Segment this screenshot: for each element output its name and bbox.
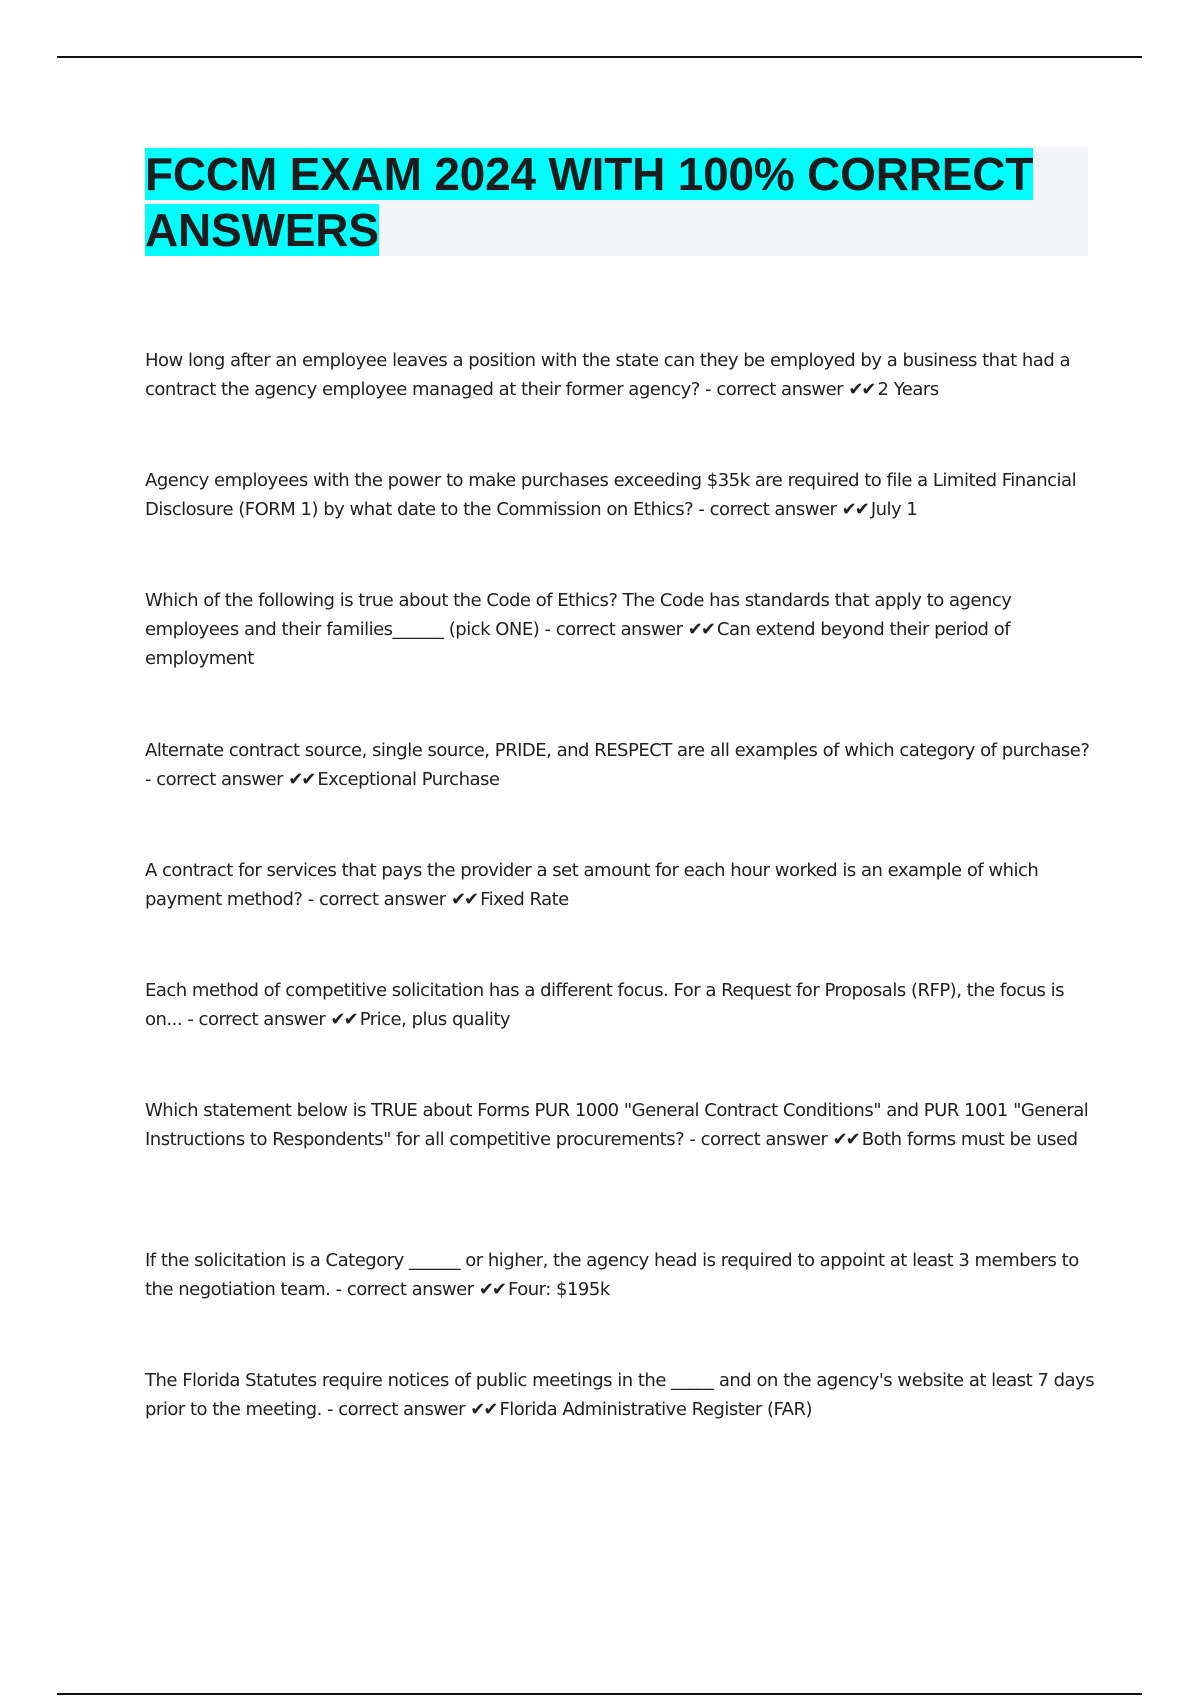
question-text: Agency employees with the power to make purchases exceeding $35k are required to file a Limited Financial Disclosure (FORM 1) by what date to the Commission on Ethics? <box>145 470 1077 520</box>
question-text: Which of the following is true about the Code of Ethics? The Code has standards that apply to agency employees and their families______ (pick ONE) <box>145 590 1012 640</box>
check-mark-icon: ✔✔ <box>478 1279 506 1300</box>
question-text: A contract for services that pays the provider a set amount for each hour worked is an example of which payment method? <box>145 860 1039 910</box>
qa-item-7: Which statement below is TRUE about Forms PUR 1000 "General Contract Conditions" and PUR 1001 "General Instructions to Respondents" for all competitive procurements? - correct answer ✔✔ Both forms must be used <box>145 1100 1089 1150</box>
answer-prefix: correct answer <box>346 1279 474 1300</box>
answer-prefix: correct answer <box>716 379 844 400</box>
title-block <box>145 146 1088 256</box>
question-text: Alternate contract source, single source, PRIDE, and RESPECT are all examples of which category of purchase? <box>145 740 1090 761</box>
check-mark-icon: ✔✔ <box>687 619 714 640</box>
qa-item-5: A contract for services that pays the provider a set amount for each hour worked is an example of which payment method? - correct answer ✔✔ Fixed Rate <box>145 860 1039 910</box>
answer-prefix: correct answer <box>156 769 283 790</box>
answer-prefix: correct answer <box>555 619 683 640</box>
question-text: Each method of competitive solicitation has a different focus. For a Request for Proposals (RFP), the focus is on... <box>145 980 1065 1030</box>
answer-prefix: correct answer <box>709 499 837 520</box>
qa-item-8: If the solicitation is a Category ______ or higher, the agency head is required to appoint at least 3 members to the negotiation team. - correct answer ✔✔ Four: $195k <box>145 1250 1079 1300</box>
check-mark-icon: ✔✔ <box>330 1009 357 1030</box>
answer-text: Both forms must be used <box>861 1129 1078 1150</box>
answer-text: July 1 <box>870 499 918 520</box>
qa-item-3: Which of the following is true about the Code of Ethics? The Code has standards that apply to agency employees and their families______ (pick ONE) - correct answer ✔✔ Can extend beyond their period of employment <box>145 590 1012 669</box>
question-text: If the solicitation is a Category ______ or higher, the agency head is required to appoint at least 3 members to the negotiation team. <box>145 1250 1079 1300</box>
answer-prefix: correct answer <box>318 889 446 910</box>
question-text: The Florida Statutes require notices of public meetings in the _____ and on the agency's website at least 7 days prior to the meeting. <box>145 1370 1095 1420</box>
check-mark-icon: ✔✔ <box>470 1399 497 1420</box>
answer-text: Exceptional Purchase <box>317 769 500 790</box>
answer-text: Four: $195k <box>508 1279 610 1300</box>
check-mark-icon: ✔✔ <box>450 889 478 910</box>
footer-rule <box>57 1693 1142 1695</box>
answer-text: Can extend beyond their period of employment <box>145 619 1011 669</box>
question-text: Which statement below is TRUE about Forms PUR 1000 "General Contract Conditions" and PUR 1001 "General Instructions to Respondents" for all competitive procurements? <box>145 1100 1089 1150</box>
answer-prefix: correct answer <box>198 1009 326 1030</box>
question-text: How long after an employee leaves a position with the state can they be employed by a business that had a contract the agency employee managed at their former agency? <box>145 350 1071 400</box>
answer-text: Florida Administrative Register (FAR) <box>499 1399 813 1420</box>
qa-item-6: Each method of competitive solicitation has a different focus. For a Request for Proposals (RFP), the focus is on... - correct answer ✔✔ Price, plus quality <box>145 980 1065 1030</box>
check-mark-icon: ✔✔ <box>832 1129 859 1150</box>
answer-prefix: correct answer <box>338 1399 466 1420</box>
qa-item-2: Agency employees with the power to make purchases exceeding $35k are required to file a Limited Financial Disclosure (FORM 1) by what date to the Commission on Ethics? - correct answer ✔✔ July 1 <box>145 470 1077 520</box>
header-rule <box>57 56 1142 58</box>
qa-item-4: Alternate contract source, single source, PRIDE, and RESPECT are all examples of which category of purchase? - correct answer ✔✔ Exceptional Purchase <box>145 740 1090 790</box>
qa-item-1: How long after an employee leaves a position with the state can they be employed by a business that had a contract the agency employee managed at their former agency? - correct answer ✔✔ 2 Years <box>145 350 1071 400</box>
answer-prefix: correct answer <box>700 1129 828 1150</box>
answer-text: Fixed Rate <box>480 889 569 910</box>
page-title <box>145 146 1088 258</box>
answer-text: Price, plus quality <box>359 1009 511 1030</box>
check-mark-icon: ✔✔ <box>848 379 875 400</box>
check-mark-icon: ✔✔ <box>841 499 868 520</box>
check-mark-icon: ✔✔ <box>288 769 315 790</box>
qa-item-9: The Florida Statutes require notices of public meetings in the _____ and on the agency's website at least 7 days prior to the meeting. - correct answer ✔✔ Florida Administrative Register (FAR) <box>145 1370 1095 1420</box>
title-highlight: FCCM EXAM 2024 WITH 100% CORRECT ANSWERS <box>145 148 1034 256</box>
answer-text: 2 Years <box>877 379 939 400</box>
